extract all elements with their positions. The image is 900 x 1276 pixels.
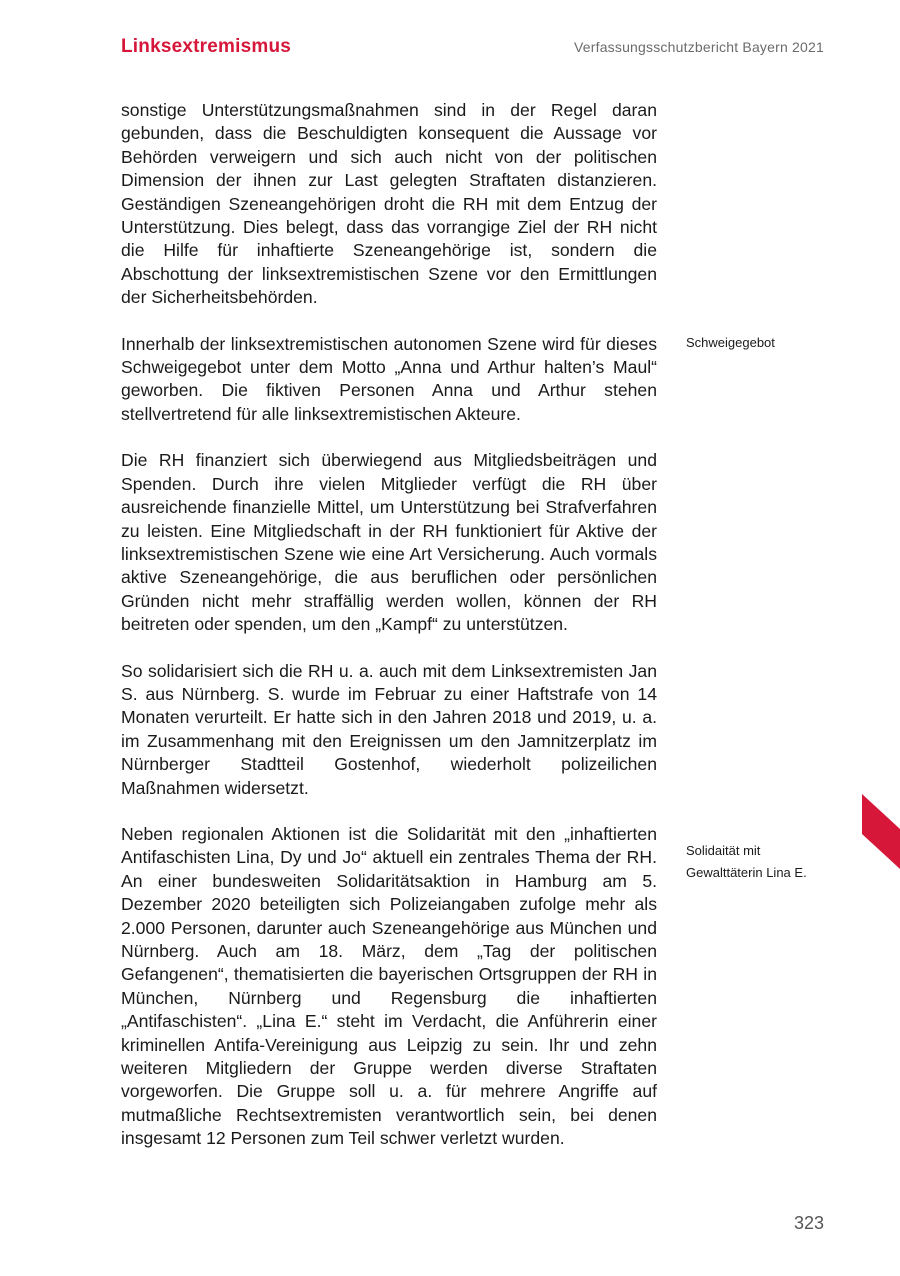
section-title: Linksextremismus <box>121 36 292 57</box>
report-title: Verfassungsschutzbericht Bayern 2021 <box>573 39 824 55</box>
main-text <box>121 99 657 1174</box>
chapter-tab-marker <box>862 794 900 869</box>
paragraph-3: Die RH finanziert sich überwiegend aus Mitgliedsbeiträgen und Spenden. Durch ihre vielen Mitglieder verfügt die RH über ausreichende finanzielle Mittel, um Unterstützung bei Strafverfahren zu leisten. Eine Mitgliedschaft in der RH funktioniert für Aktive der linksextremistischen Szene wie eine Art Versicherung. Auch vormals aktive Szeneangehörige, die aus beruflichen oder persönlichen Gründen nicht mehr straffällig werden wollen, können der RH beitreten oder spenden, um den „Kampf“ zu unterstützen. <box>121 450 657 635</box>
margin-note-lina-line-1: Solidaität mit <box>686 843 761 858</box>
margin-note-schweigegebot: Schweigegebot <box>686 335 775 350</box>
paragraph-2: Innerhalb der linksextremistischen autonomen Szene wird für dieses Schweigegebot unter dem Motto „Anna und Arthur halten’s Maul“ geworben. Die fiktiven Personen Anna und Arthur stehen stellvertretend für alle linksextremistischen Akteure. <box>121 333 657 424</box>
paragraph-4: So solidarisiert sich die RH u. a. auch mit dem Linksextremisten Jan S. aus Nürnberg. S. wurde im Februar zu einer Haftstrafe von 14 Monaten verurteilt. Er hatte sich in den Jahren 2018 und 2019, u. a. im Zusammenhang mit den Ereignissen um den Jamnitzerplatz im Nürnberger Stadtteil Gostenhof, wiederholt polizeilichen Maßnahmen widersetzt. <box>121 660 657 798</box>
page-number: 323 <box>793 1213 824 1233</box>
paragraph-1: sonstige Unterstützungsmaßnahmen sind in der Regel daran gebunden, dass die Beschuldigten konsequent die Aussage vor Behörden verweigern und sich auch nicht von der politischen Dimension der ihnen zur Last gelegten Straftaten distanzieren. Geständigen Szeneangehörigen droht die RH mit dem Entzug der Unterstützung. Dies belegt, dass das vorrangige Ziel der RH nicht die Hilfe für inhaftierte Szeneangehörige ist, sondern die Abschottung der linksextremistischen Szene vor den Ermittlungen der Sicherheitsbehörden. <box>121 100 657 308</box>
margin-note-lina <box>686 840 846 884</box>
margin-note-lina-line-2: Gewalttäterin Lina E. <box>686 865 807 880</box>
paragraph-5: Neben regionalen Aktionen ist die Solidarität mit den „inhaftierten Antifaschisten Lina, Dy und Jo“ aktuell ein zentrales Thema der RH. An einer bundesweiten Solidaritätsaktion in Hamburg am 5. Dezember 2020 beteiligten sich Polizeiangaben zufolge mehr als 2.000 Personen, darunter auch Szeneangehörige aus München und Nürnberg. Auch am 18. März, dem „Tag der politischen Gefangenen“, thematisierten die bayerischen Ortsgruppen der RH in München, Nürnberg und Regensburg die inhaftierten „Antifaschisten“. „Lina E.“ steht im Verdacht, die Anführerin einer kriminellen Antifa-Vereinigung aus Leipzig zu sein. Ihr und zehn weiteren Mitgliedern der Gruppe werden diverse Straftaten vorgeworfen. Die Gruppe soll u. a. für mehrere Angriffe auf mutmaßliche Rechtsextremisten verantwortlich sein, bei denen insgesamt 12 Personen zum Teil schwer verletzt wurden. <box>121 823 657 1149</box>
